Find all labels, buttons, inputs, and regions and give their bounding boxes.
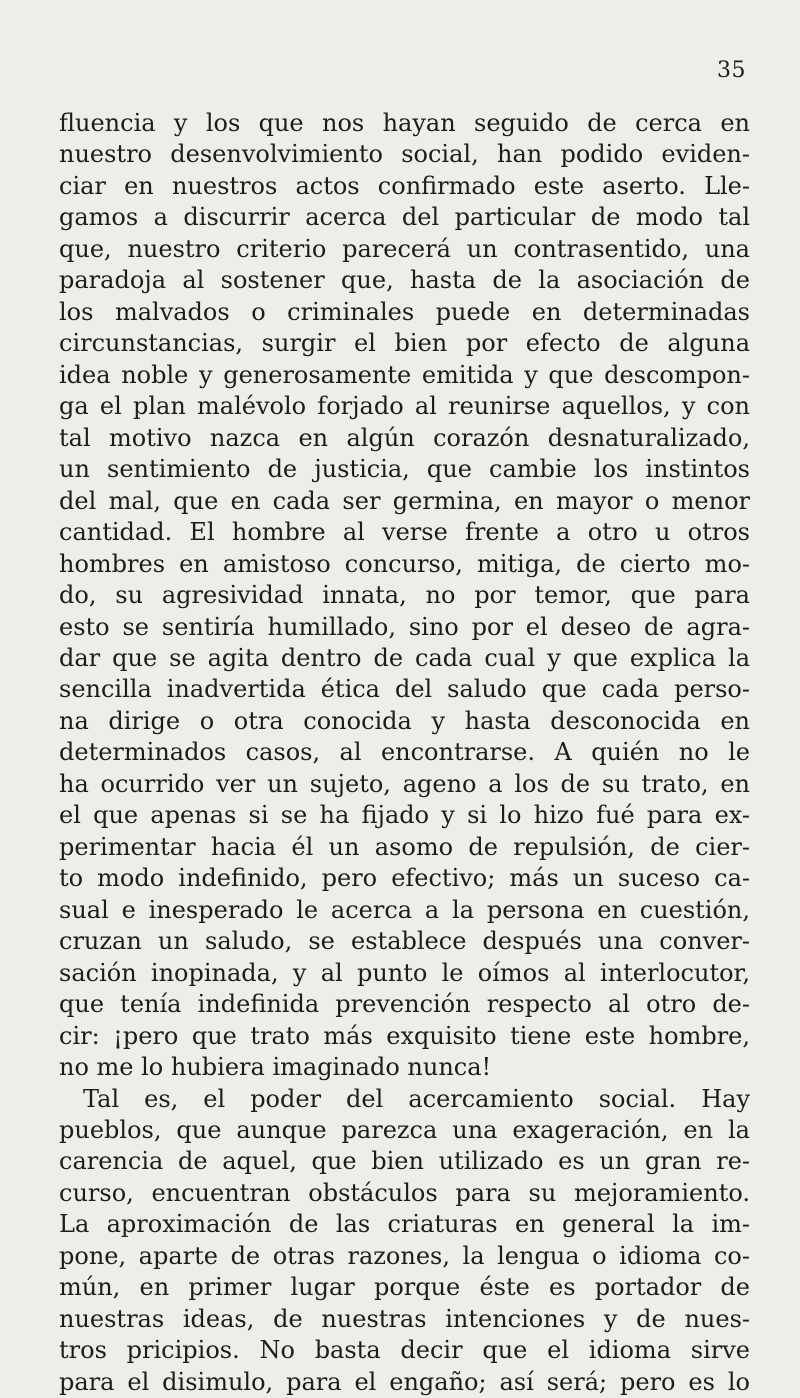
- text-line: cruzan un saludo, se establece después una conver-: [59, 927, 750, 956]
- text-line: cir: ¡pero que trato más exquisito tiene este hombre,: [59, 1021, 750, 1050]
- text-line: mún, en primer lugar porque éste es portador de: [59, 1273, 750, 1302]
- text-line: na dirige o otra conocida y hasta desconocida en: [59, 706, 750, 735]
- text-line: los malvados o criminales puede en determinadas: [59, 297, 750, 326]
- text-line: que tenía indefinida prevención respecto al otro de-: [59, 990, 750, 1019]
- text-line: tal motivo nazca en algún corazón desnaturalizado,: [59, 423, 750, 452]
- text-line: fluencia y los que nos hayan seguido de cerca en: [59, 109, 750, 137]
- text-line: pone, aparte de otras razones, la lengua o idioma co-: [59, 1241, 750, 1270]
- text-line: to modo indefinido, pero efectivo; más un suceso ca-: [59, 864, 750, 893]
- text-line: ha ocurrido ver un sujeto, ageno a los de su trato, en: [59, 769, 750, 798]
- text-line: cantidad. El hombre al verse frente a otro u otros: [59, 518, 750, 547]
- text-line: curso, encuentran obstáculos para su mejoramiento.: [59, 1178, 750, 1207]
- text-line: paradoja al sostener que, hasta de la asociación de: [59, 266, 750, 295]
- text-line: tros pricipios. No basta decir que el idioma sirve: [59, 1336, 750, 1365]
- text-line: sencilla inadvertida ética del saludo que cada perso-: [59, 675, 750, 704]
- text-line: hombres en amistoso concurso, mitiga, de cierto mo-: [59, 549, 750, 578]
- text-line: do, su agresividad innata, no por temor, que para: [59, 581, 750, 610]
- text-line: sación inopinada, y al punto le oímos al interlocutor,: [59, 958, 750, 987]
- text-line: nuestras ideas, de nuestras intenciones y de nues-: [59, 1304, 750, 1333]
- text-line: La aproximación de las criaturas en general la im-: [59, 1210, 750, 1239]
- text-line: pueblos, que aunque parezca una exageración, en la: [59, 1116, 750, 1144]
- text-line: esto se sentiría humillado, sino por el deseo de agra-: [59, 612, 750, 641]
- text-line: ciar en nuestros actos confirmado este aserto. Lle-: [59, 171, 750, 200]
- text-line: Tal es, el poder del acercamiento social. Hay: [83, 1084, 750, 1113]
- page-number: 35: [717, 58, 746, 83]
- text-line: que, nuestro criterio parecerá un contrasentido, una: [59, 234, 750, 263]
- text-line: para el disimulo, para el engaño; así será; pero es lo: [59, 1367, 750, 1396]
- text-line: nuestro desenvolvimiento social, han podido eviden-: [59, 140, 750, 169]
- text-line: el que apenas si se ha fijado y si lo hizo fué para ex-: [59, 801, 750, 830]
- text-line: sual e inesperado le acerca a la persona en cuestión,: [59, 895, 750, 924]
- text-line: del mal, que en cada ser germina, en mayor o menor: [59, 486, 750, 515]
- text-line: carencia de aquel, que bien utilizado es un gran re-: [59, 1147, 750, 1176]
- text-line: ga el plan malévolo forjado al reunirse aquellos, y con: [59, 392, 750, 421]
- text-line: determinados casos, al encontrarse. A quién no le: [59, 738, 750, 767]
- text-line: idea noble y generosamente emitida y que descompon-: [59, 360, 750, 389]
- body-text: [59, 108, 750, 1398]
- text-line: circunstancias, surgir el bien por efecto de alguna: [59, 329, 750, 358]
- text-line: perimentar hacia él un asomo de repulsión, de cier-: [59, 832, 750, 861]
- text-line: un sentimiento de justicia, que cambie los instintos: [59, 455, 750, 484]
- text-line: dar que se agita dentro de cada cual y que explica la: [59, 643, 750, 672]
- text-line: no me lo hubiera imaginado nunca!: [59, 1053, 492, 1082]
- text-line: gamos a discurrir acerca del particular de modo tal: [59, 203, 750, 232]
